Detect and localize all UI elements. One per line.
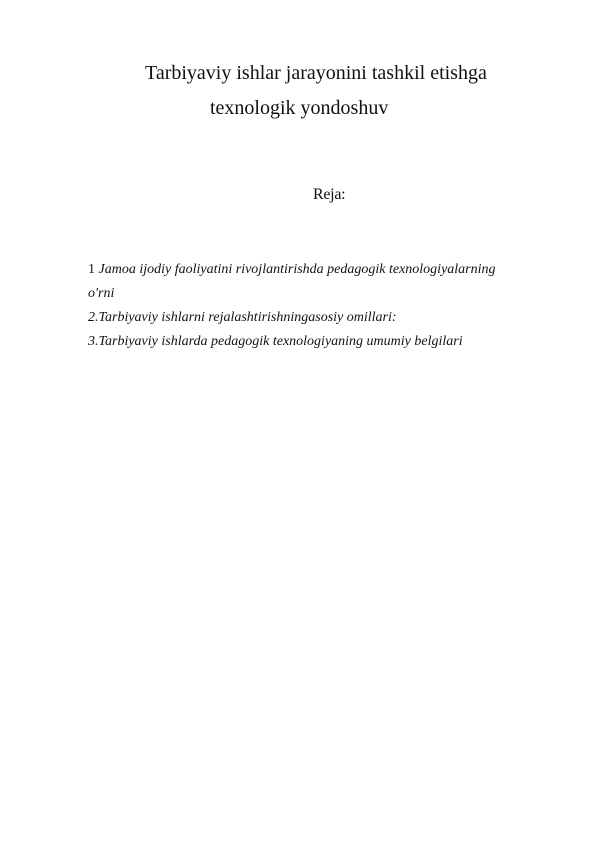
plan-item-3 [88,332,558,352]
plan-heading: Reja: [313,186,346,203]
document-title-line-1: Tarbiyaviy ishlar jarayonini tashkil etishga [145,62,487,84]
plan-item-text-continuation: o'rni [88,286,115,301]
plan-item-text: Jamoa ijodiy faoliyatini rivojlantirishda pedagogik texnologiyalarning [98,262,496,277]
plan-item-2 [88,308,558,328]
plan-item-1 [88,260,558,304]
plan-item-text: 2.Tarbiyaviy ishlarni rejalashtirishningasosiy omillari: [88,310,397,325]
plan-list [88,260,558,356]
document-title-line-2: texnologik yondoshuv [210,97,389,119]
plan-item-text: 3.Tarbiyaviy ishlarda pedagogik texnologiyaning umumiy belgilari [88,334,463,349]
plan-item-number: 1 [88,262,99,277]
